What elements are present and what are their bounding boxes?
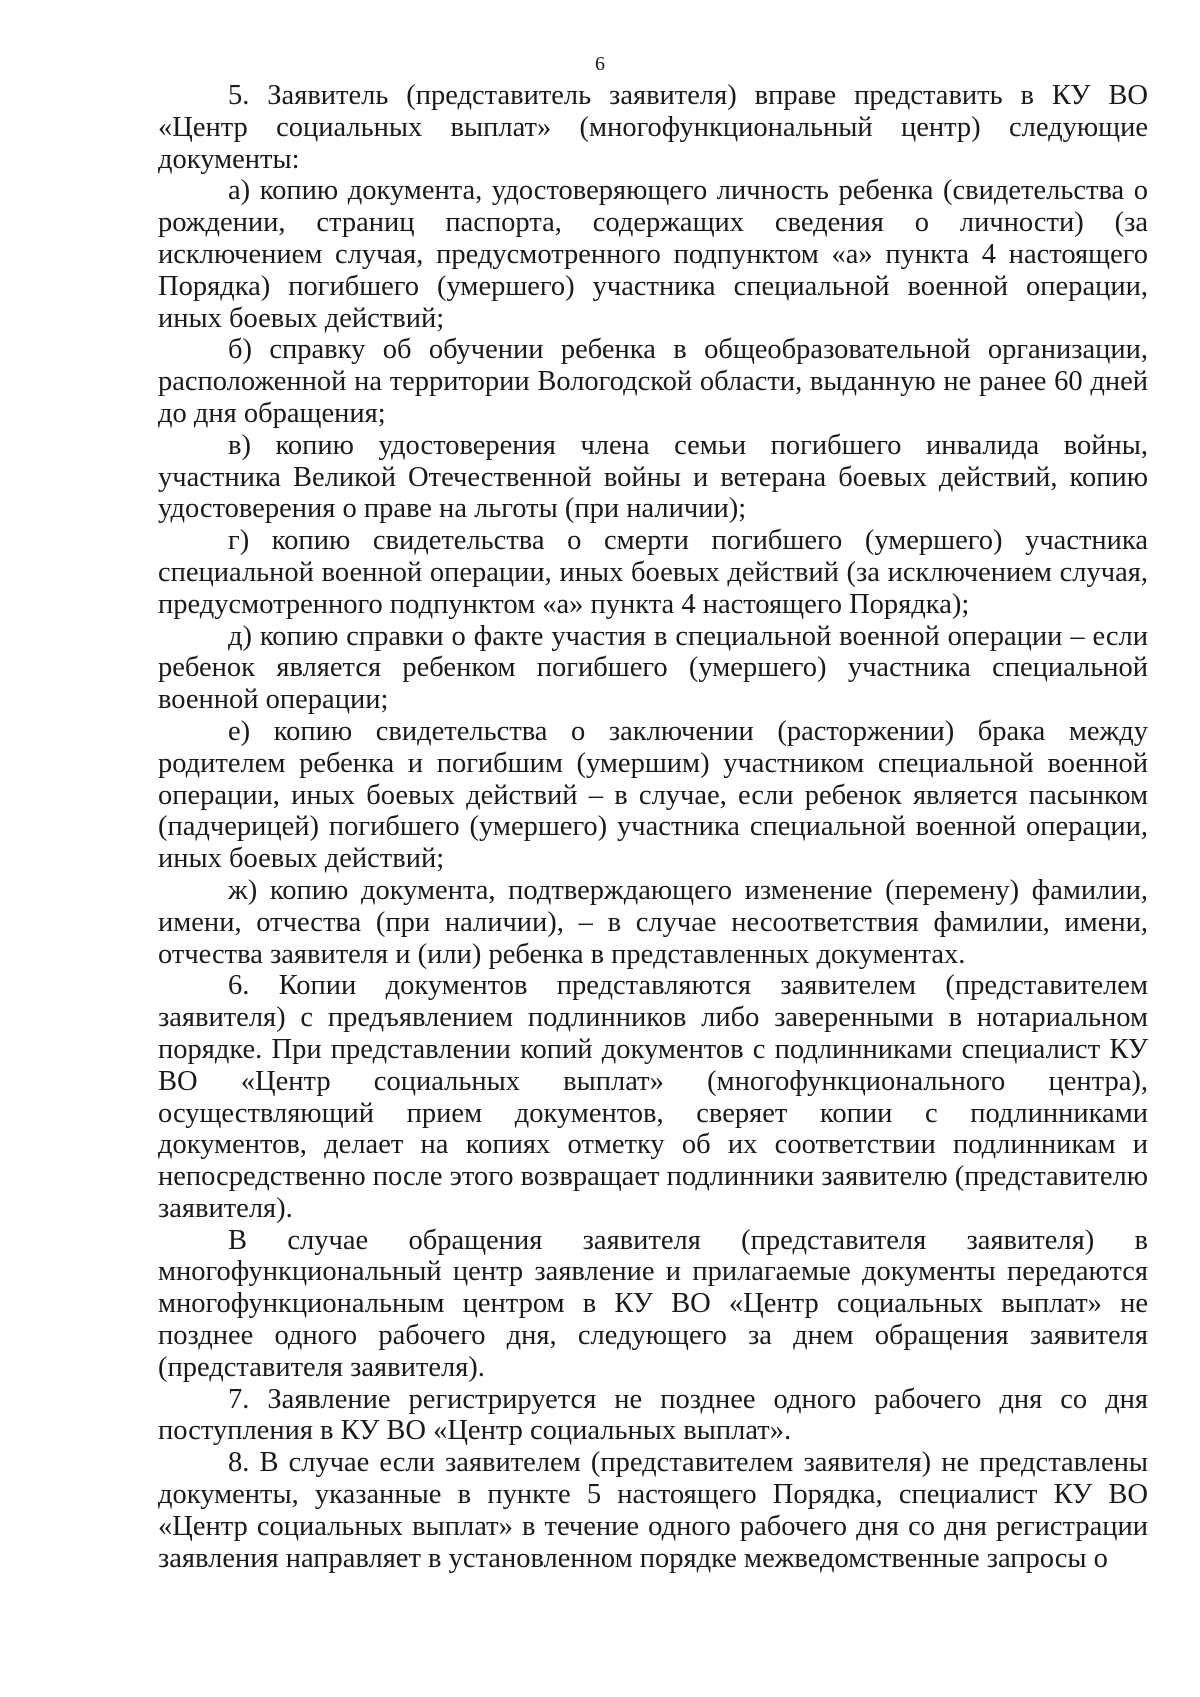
page-number: 6: [595, 53, 605, 75]
paragraph-subitem-a: а) копию документа, удостоверяющего личность ребенка (свидетельства о рождении, страниц паспорта, содержащих сведения о личности) (за исключением случая, предусмотренного подпунктом «а» пункта 4 настоящего Порядка) погибшего (умершего) участника специальной военной операции, иных боевых действий;: [158, 175, 1148, 334]
paragraph-subitem-v: в) копию удостоверения члена семьи погибшего инвалида войны, участника Великой Отечественной войны и ветерана боевых действий, копию удостоверения о праве на льготы (при наличии);: [158, 429, 1148, 525]
paragraph-item-6-continued: В случае обращения заявителя (представителя заявителя) в многофункциональный центр заявление и прилагаемые документы передаются многофункциональным центром в КУ ВО «Центр социальных выплат» не позднее одного рабочего дня, следующего за днем обращения заявителя (представителя заявителя).: [158, 1224, 1148, 1383]
paragraph-subitem-d: д) копию справки о факте участия в специальной военной операции – если ребенок является ребенком погибшего (умершего) участника специальной военной операции;: [158, 620, 1148, 716]
paragraph-item-5: 5. Заявитель (представитель заявителя) вправе представить в КУ ВО «Центр социальных выплат» (многофункциональный центр) следующие документы:: [158, 80, 1148, 175]
paragraph-subitem-g: г) копию свидетельства о смерти погибшего (умершего) участника специальной военной операции, иных боевых действий (за исключением случая, предусмотренного подпунктом «а» пункта 4 настоящего Порядка);: [158, 525, 1148, 620]
paragraph-subitem-e: е) копию свидетельства о заключении (расторжении) брака между родителем ребенка и погибшим (умершим) участником специальной военной операции, иных боевых действий – в случае, если ребенок является пасынком (падчерицей) погибшего (умершего) участника специальной военной операции, иных боевых действий;: [158, 715, 1148, 875]
paragraph-subitem-b: б) справку об обучении ребенка в общеобразовательной организации, расположенной на территории Вологодской области, выданную не ранее 60 дней до дня обращения;: [158, 334, 1148, 429]
paragraph-item-8: 8. В случае если заявителем (представителем заявителя) не представлены документы, указанные в пункте 5 настоящего Порядка, специалист КУ ВО «Центр социальных выплат» в течение одного рабочего дня со дня регистрации заявления направляет в установленном порядке межведомственные запросы о: [158, 1447, 1148, 1574]
paragraph-item-6: 6. Копии документов представляются заявителем (представителем заявителя) с предъявлением подлинников либо заверенными в нотариальном порядке. При представлении копий документов с подлинниками специалист КУ ВО «Центр социальных выплат» (многофункционального центра), осуществляющий прием документов, сверяет копии с подлинниками документов, делает на копиях отметку об их соответствии подлинникам и непосредственно после этого возвращает подлинники заявителю (представителю заявителя).: [158, 970, 1148, 1224]
paragraph-item-7: 7. Заявление регистрируется не позднее одного рабочего дня со дня поступления в КУ ВО «Центр социальных выплат».: [158, 1383, 1148, 1447]
paragraph-subitem-zh: ж) копию документа, подтверждающего изменение (перемену) фамилии, имени, отчества (при наличии), – в случае несоответствия фамилии, имени, отчества заявителя и (или) ребенка в представленных документах.: [158, 874, 1148, 970]
document-body: [158, 80, 1148, 1574]
